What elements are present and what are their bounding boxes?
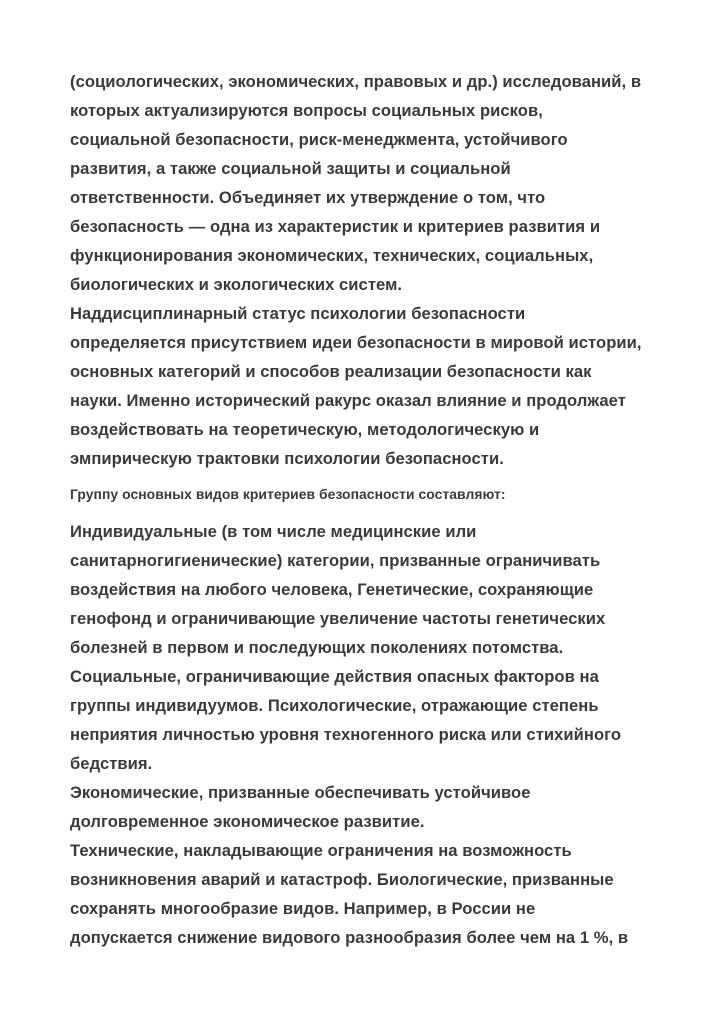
text-line: определяется присутствием идеи безопасности в мировой истории, [70,333,642,352]
text-line: Экономические, призванные обеспечивать устойчивое [70,783,531,802]
text-line: воздействовать на теоретическую, методологическую и [70,420,540,439]
text-line: санитарногигиенические) категории, призванные ограничивать [70,551,601,570]
text-line: безопасность — одна из характеристик и критериев развития и [70,217,601,236]
text-line: Технические, накладывающие ограничения на возможность [70,841,572,860]
text-line: допускается снижение видового разнообразия более чем на 1 %, в [70,928,629,947]
text-line: ответственности. Объединяет их утверждение о том, что [70,188,546,207]
section-heading: Группу основных видов критериев безопасности составляют: [70,486,506,502]
text-line: бедствия. [70,754,153,773]
text-line: Социальные, ограничивающие действия опасных факторов на [70,667,599,686]
text-line: болезней в первом и последующих поколениях потомства. [70,638,564,657]
text-line: (социологических, экономических, правовых и др.) исследований, в [70,72,642,91]
text-line: которых актуализируются вопросы социальных рисков, [70,101,543,120]
text-line: науки. Именно исторический ракурс оказал влияние и продолжает [70,391,626,410]
text-line: эмпирическую трактовки психологии безопасности. [70,449,504,468]
text-line: Наддисциплинарный статус психологии безопасности [70,304,526,323]
text-line: основных категорий и способов реализации безопасности как [70,362,592,381]
text-line: долговременное экономическое развитие. [70,812,425,831]
text-line: воздействия на любого человека, Генетические, сохраняющие [70,580,594,599]
text-line: группы индивидуумов. Психологические, отражающие степень [70,696,599,715]
text-line: возникновения аварий и катастроф. Биологические, призванные [70,870,614,889]
text-line: биологических и экологических систем. [70,275,403,294]
text-line: функционирования экономических, технических, социальных, [70,246,594,265]
text-line: сохранять многообразие видов. Например, в России не [70,899,536,918]
text-line: Индивидуальные (в том числе медицинские или [70,522,477,541]
text-line: неприятия личностью уровня техногенного риска или стихийного [70,725,622,744]
text-line: развития, а также социальной защиты и социальной [70,159,511,178]
text-line: генофонд и ограничивающие увеличение частоты генетических [70,609,606,628]
text-line: социальной безопасности, риск-менеджмента, устойчивого [70,130,568,149]
